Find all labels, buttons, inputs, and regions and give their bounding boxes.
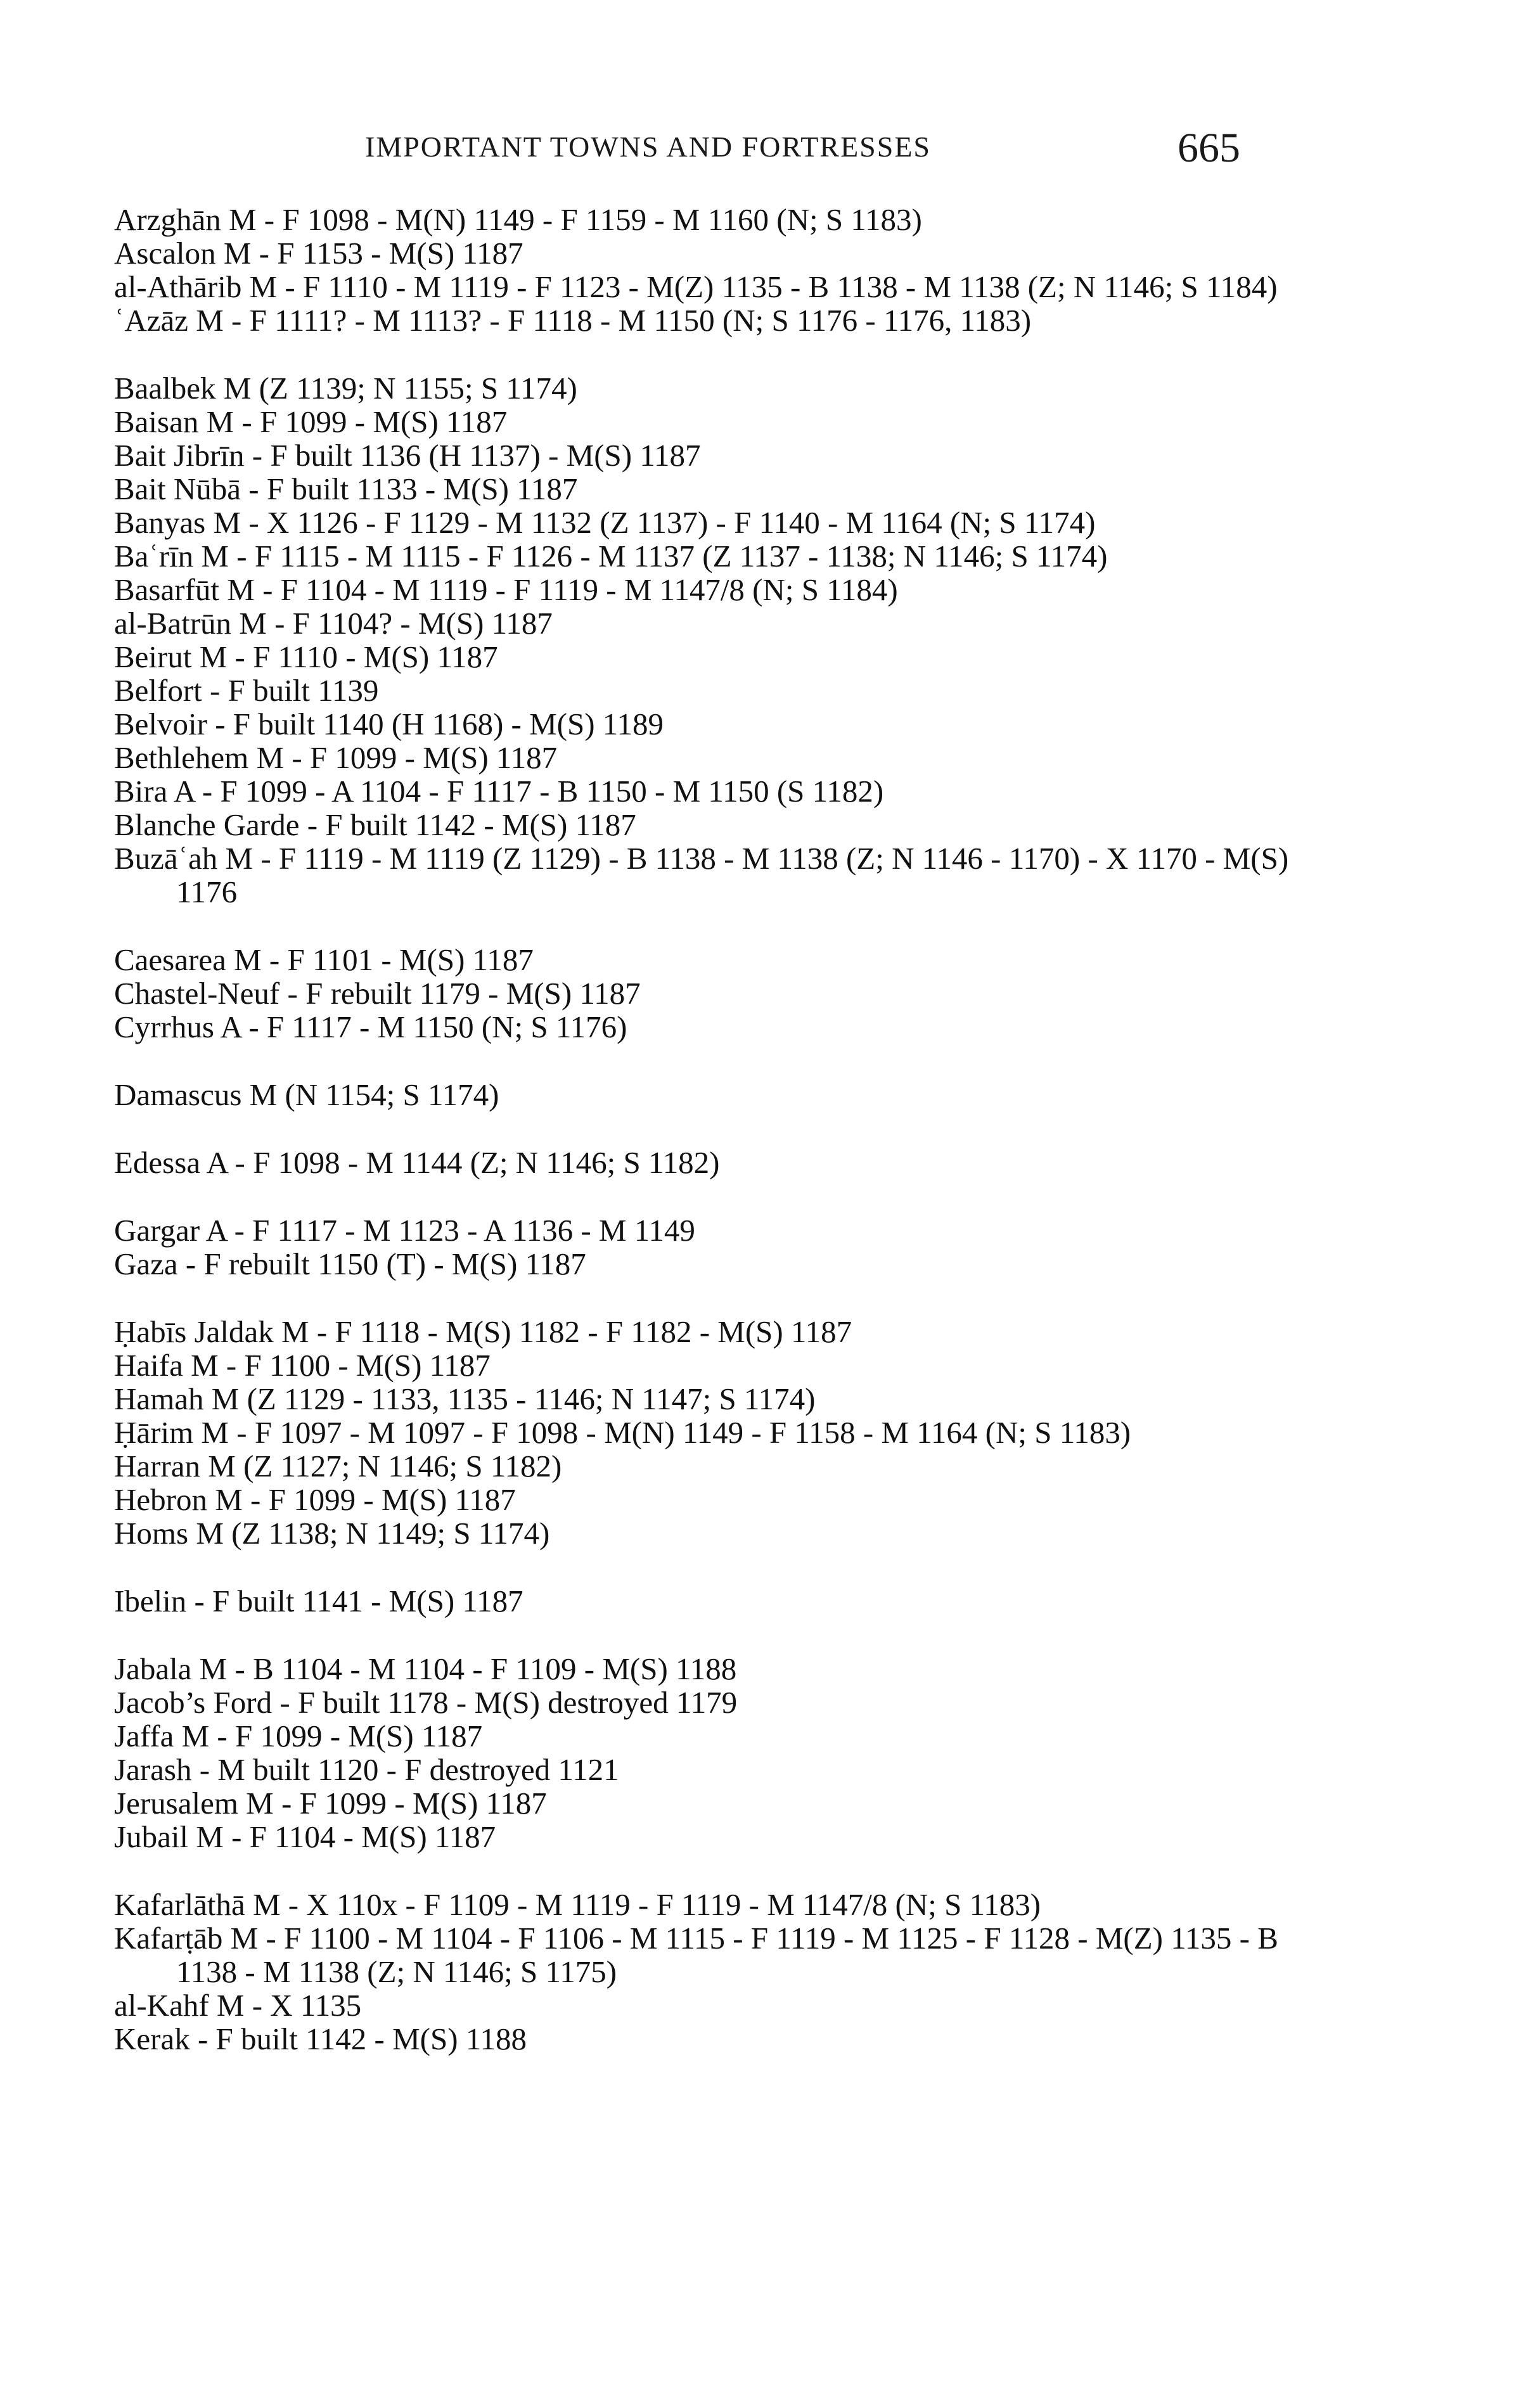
entry-jabala: Jabala M - B 1104 - M 1104 - F 1109 - M(S) 1188 bbox=[114, 1651, 737, 1686]
entry-basarfut: Basarfūt M - F 1104 - M 1119 - F 1119 - M 1147/8 (N; S 1184) bbox=[114, 572, 898, 607]
entry-homs: Homs M (Z 1138; N 1149; S 1174) bbox=[114, 1516, 550, 1551]
entry-jaffa: Jaffa M - F 1099 - M(S) 1187 bbox=[114, 1719, 483, 1753]
entry-chastel-neuf: Chastel-Neuf - F rebuilt 1179 - M(S) 1187 bbox=[114, 976, 641, 1011]
entry-group-c bbox=[114, 943, 1318, 1044]
entry-azaz: ʿAzāz M - F 1111? - M 1113? - F 1118 - M 1150 (N; S 1176 - 1176, 1183) bbox=[114, 303, 1032, 338]
entry-buzaah: Buzāʿah M - F 1119 - M 1119 (Z 1129) - B 1138 - M 1138 (Z; N 1146 - 1170) - X 1170 - M(S) 1176 bbox=[114, 841, 1289, 909]
entry-bira: Bira A - F 1099 - A 1104 - F 1117 - B 1150 - M 1150 (S 1182) bbox=[114, 774, 884, 809]
entry-bait-nuba: Bait Nūbā - F built 1133 - M(S) 1187 bbox=[114, 471, 578, 506]
entry-haifa: Haifa M - F 1100 - M(S) 1187 bbox=[114, 1348, 491, 1383]
entry-group-g bbox=[114, 1214, 1318, 1281]
entry-belvoir: Belvoir - F built 1140 (H 1168) - M(S) 1189 bbox=[114, 707, 664, 741]
entry-ascalon: Ascalon M - F 1153 - M(S) 1187 bbox=[114, 236, 523, 271]
entry-hamah: Hamah M (Z 1129 - 1133, 1135 - 1146; N 1147; S 1174) bbox=[114, 1381, 816, 1416]
entry-group-a bbox=[114, 203, 1318, 337]
entry-group-i bbox=[114, 1584, 1318, 1618]
entry-kafarlatha: Kafarlāthā M - X 110x - F 1109 - M 1119 - F 1119 - M 1147/8 (N; S 1183) bbox=[114, 1887, 1041, 1922]
entry-jarash: Jarash - M built 1120 - F destroyed 1121 bbox=[114, 1752, 619, 1787]
entry-jacobs-ford: Jacob’s Ford - F built 1178 - M(S) destroyed 1179 bbox=[114, 1685, 738, 1720]
entry-group-e bbox=[114, 1146, 1318, 1179]
entry-jubail: Jubail M - F 1104 - M(S) 1187 bbox=[114, 1819, 496, 1854]
entry-kafartab: Kafarṭāb M - F 1100 - M 1104 - F 1106 - M 1115 - F 1119 - M 1125 - F 1128 - M(Z) 1135 - B 1138 - M 1138 (Z; N 1146; S 1175) bbox=[114, 1921, 1278, 1989]
entry-kerak: Kerak - F built 1142 - M(S) 1188 bbox=[114, 2021, 527, 2056]
entry-cyrrhus: Cyrrhus A - F 1117 - M 1150 (N; S 1176) bbox=[114, 1009, 627, 1044]
entry-banyas: Banyas M - X 1126 - F 1129 - M 1132 (Z 1137) - F 1140 - M 1164 (N; S 1174) bbox=[114, 505, 1096, 540]
entry-harran: Harran M (Z 1127; N 1146; S 1182) bbox=[114, 1449, 562, 1483]
entry-group-d bbox=[114, 1078, 1318, 1111]
entry-jerusalem: Jerusalem M - F 1099 - M(S) 1187 bbox=[114, 1786, 547, 1821]
entry-baisan: Baisan M - F 1099 - M(S) 1187 bbox=[114, 404, 508, 439]
entry-group-b bbox=[114, 371, 1318, 909]
entry-group-h bbox=[114, 1315, 1318, 1550]
entry-gargar: Gargar A - F 1117 - M 1123 - A 1136 - M 1149 bbox=[114, 1213, 695, 1248]
entry-al-batrun: al-Batrūn M - F 1104? - M(S) 1187 bbox=[114, 606, 553, 641]
entry-gaza: Gaza - F rebuilt 1150 (T) - M(S) 1187 bbox=[114, 1246, 586, 1281]
entry-al-kahf: al-Kahf M - X 1135 bbox=[114, 1988, 362, 2023]
entry-group-k bbox=[114, 1888, 1318, 2056]
entry-edessa: Edessa A - F 1098 - M 1144 (Z; N 1146; S 1182) bbox=[114, 1145, 720, 1180]
entry-harim: Ḥārim M - F 1097 - M 1097 - F 1098 - M(N) 1149 - F 1158 - M 1164 (N; S 1183) bbox=[114, 1415, 1131, 1450]
entry-caesarea: Caesarea M - F 1101 - M(S) 1187 bbox=[114, 942, 534, 977]
entry-arzghan: Arzghān M - F 1098 - M(N) 1149 - F 1159 - M 1160 (N; S 1183) bbox=[114, 202, 922, 237]
running-head: IMPORTANT TOWNS AND FORTRESSES bbox=[365, 131, 932, 163]
entry-habis-jaldak: Ḥabīs Jaldak M - F 1118 - M(S) 1182 - F 1182 - M(S) 1187 bbox=[114, 1314, 852, 1349]
entry-beirut: Beirut M - F 1110 - M(S) 1187 bbox=[114, 639, 498, 674]
entry-group-j bbox=[114, 1652, 1318, 1854]
entry-hebron: Hebron M - F 1099 - M(S) 1187 bbox=[114, 1482, 516, 1517]
entry-ibelin: Ibelin - F built 1141 - M(S) 1187 bbox=[114, 1584, 523, 1618]
entry-al-atharib: al-Athārib M - F 1110 - M 1119 - F 1123 - M(Z) 1135 - B 1138 - M 1138 (Z; N 1146; S 1184) bbox=[114, 269, 1278, 304]
gazetteer-list bbox=[114, 203, 1318, 2090]
page-number: 665 bbox=[1178, 125, 1240, 171]
entry-damascus: Damascus M (N 1154; S 1174) bbox=[114, 1077, 499, 1112]
entry-bethlehem: Bethlehem M - F 1099 - M(S) 1187 bbox=[114, 740, 558, 775]
entry-baalbek: Baalbek M (Z 1139; N 1155; S 1174) bbox=[114, 371, 577, 406]
entry-belfort: Belfort - F built 1139 bbox=[114, 673, 379, 708]
entry-blanche-garde: Blanche Garde - F built 1142 - M(S) 1187 bbox=[114, 807, 636, 842]
entry-bait-jibrin: Bait Jibrīn - F built 1136 (H 1137) - M(S) 1187 bbox=[114, 438, 701, 473]
entry-barin: Baʿrīn M - F 1115 - M 1115 - F 1126 - M 1137 (Z 1137 - 1138; N 1146; S 1174) bbox=[114, 539, 1108, 573]
